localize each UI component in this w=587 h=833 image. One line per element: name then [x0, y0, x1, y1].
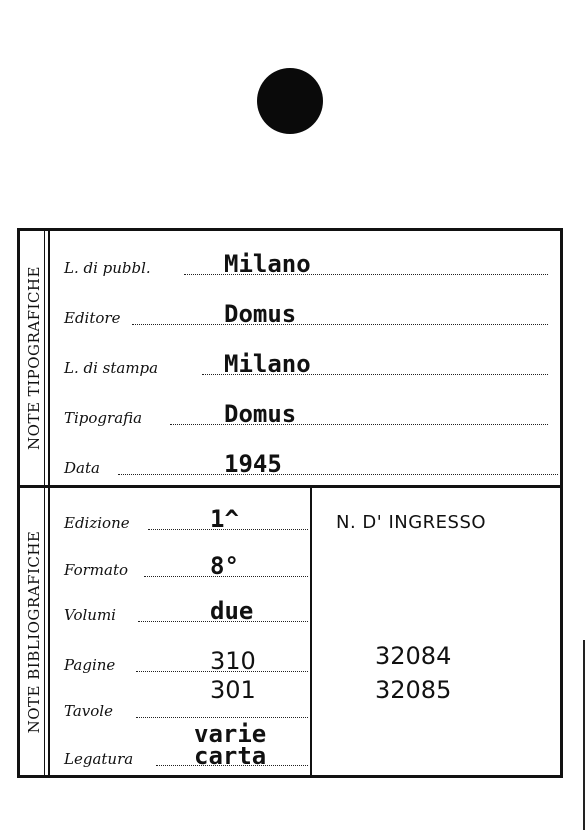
- ingresso-number-2: 32085: [375, 676, 452, 704]
- value-tipografia: Domus: [224, 400, 297, 428]
- row-legatura: [64, 720, 308, 772]
- punch-hole: [257, 68, 323, 134]
- row-data: [64, 441, 558, 481]
- value-edizione: 1^: [210, 505, 239, 533]
- note-tipografiche-title: NOTE TIPOGRAFICHE: [25, 266, 43, 450]
- label-edizione: Edizione: [64, 514, 130, 532]
- label-pagine: Pagine: [64, 656, 116, 674]
- label-luogo-stampa: L. di stampa: [64, 359, 159, 377]
- dotted-line: [118, 474, 558, 475]
- value-tavole: 301: [210, 676, 256, 704]
- label-data: Data: [64, 459, 100, 477]
- row-edizione: [64, 496, 308, 536]
- label-luogo-pubblicazione: L. di pubbl.: [64, 259, 151, 277]
- label-formato: Formato: [64, 561, 129, 579]
- value-data: 1945: [224, 450, 282, 478]
- note-tipografiche-side-label: [20, 231, 50, 485]
- note-bibliografiche-side-label: [20, 488, 50, 775]
- row-tavole: [64, 676, 308, 724]
- value-pagine: 310: [210, 647, 256, 675]
- value-legatura-extra: carta: [194, 742, 267, 770]
- label-editore: Editore: [64, 309, 121, 327]
- dotted-line: [132, 324, 548, 325]
- row-pagine: [64, 638, 308, 678]
- note-tipografiche-section: [20, 231, 560, 488]
- row-editore: [64, 291, 548, 331]
- catalog-card: [17, 228, 563, 778]
- value-volumi: due: [210, 597, 254, 625]
- column-divider: [310, 488, 312, 775]
- value-formato: 8°: [210, 552, 239, 580]
- row-formato: [64, 543, 308, 583]
- value-luogo-pubblicazione: Milano: [224, 250, 311, 278]
- ingresso-number-1: 32084: [375, 642, 452, 670]
- label-tavole: Tavole: [64, 702, 113, 720]
- card-edge-line: [583, 640, 585, 830]
- value-legatura: varie: [194, 720, 267, 748]
- value-editore: Domus: [224, 300, 297, 328]
- row-volumi: [64, 588, 308, 628]
- label-legatura: Legatura: [64, 750, 134, 768]
- label-volumi: Volumi: [64, 606, 116, 624]
- value-luogo-stampa: Milano: [224, 350, 311, 378]
- label-tipografia: Tipografia: [64, 409, 143, 427]
- row-tipografia: [64, 391, 548, 431]
- ingresso-title: N. D' INGRESSO: [336, 512, 487, 533]
- row-luogo-pubblicazione: [64, 241, 548, 281]
- note-bibliografiche-section: [20, 488, 560, 775]
- row-luogo-stampa: [64, 341, 548, 381]
- dotted-line: [136, 717, 308, 718]
- note-bibliografiche-title: NOTE BIBLIOGRAFICHE: [25, 530, 43, 733]
